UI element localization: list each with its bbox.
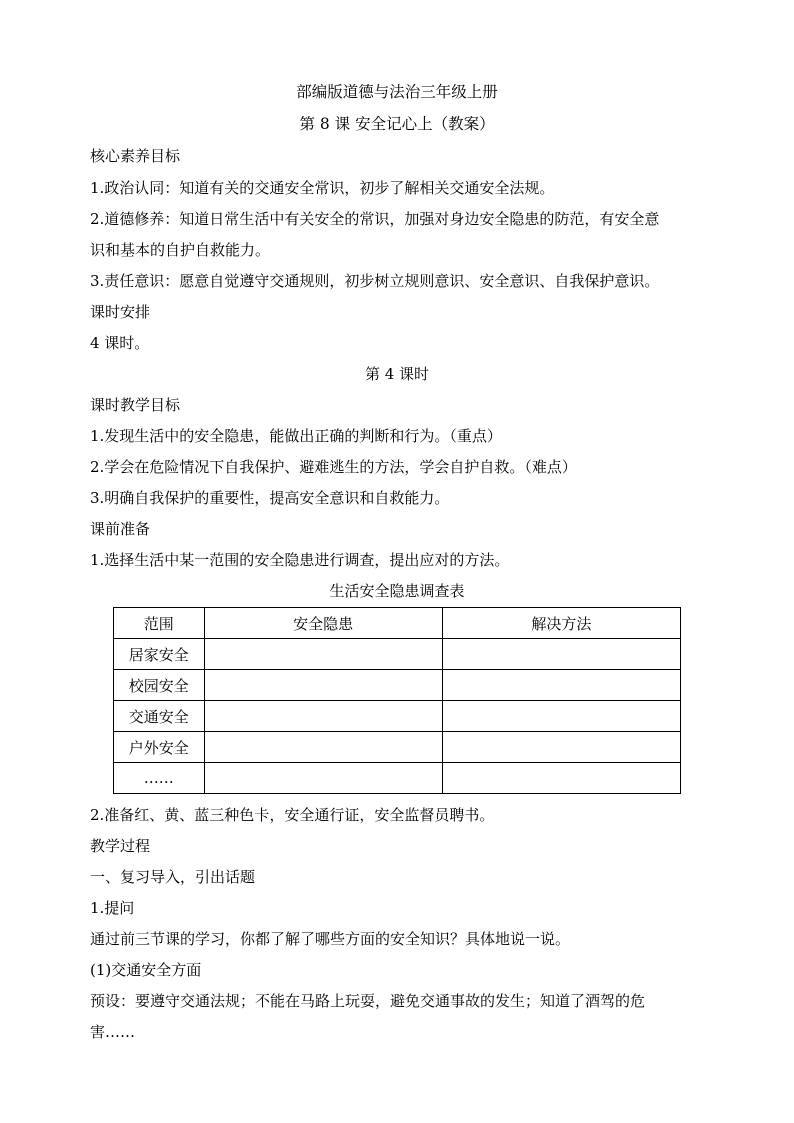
lesson-goal-item: 2.学会在危险情况下自我保护、避难逃生的方法，学会自护自救。（难点） [90,458,577,476]
table-cell-solution [442,639,680,670]
table-header-row [114,608,681,639]
table-header-cell: 范围 [114,608,205,639]
preparation-item: 2.准备红、黄、蓝三种色卡，安全通行证，安全监督员聘书。 [90,806,495,824]
preset-answer: 预设：要遵守交通法规；不能在马路上玩耍，避免交通事故的发生；知道了酒驾的危 [90,992,646,1010]
process-step: 1.提问 [90,899,135,917]
table-cell-hazard [204,701,442,732]
table-row [114,732,681,763]
table-cell-hazard [204,639,442,670]
table-cell-solution [442,763,680,794]
core-goal-item: 1.政治认同：知道有关的交通安全常识，初步了解相关交通安全法规。 [90,179,555,197]
table-cell-hazard [204,732,442,763]
table-cell-category: 校园安全 [114,670,205,701]
lesson-heading: 第 4 课时 [364,365,430,383]
core-goal-item: 2.道德修养：知道日常生活中有关安全的常识，加强对身边安全隐患的防范，有安全意 [90,210,660,228]
table-row [114,763,681,794]
table-cell-solution [442,732,680,763]
table-cell-hazard [204,670,442,701]
core-goal-item-continued: 识和基本的自护自救能力。 [90,241,271,259]
preset-answer-continued: 害…… [90,1023,136,1041]
process-section-heading: 一、复习导入，引出话题 [90,868,256,886]
table-cell-hazard [204,763,442,794]
table-row [114,670,681,701]
table-header-cell: 解决方法 [442,608,680,639]
table-header-cell: 安全隐患 [204,608,442,639]
table-row [114,701,681,732]
table-row [114,639,681,670]
lesson-goal-item: 1.发现生活中的安全隐患，能做出正确的判断和行为。（重点） [90,427,502,445]
table-title: 生活安全隐患调查表 [329,582,465,600]
preparation-item: 1.选择生活中某一范围的安全隐患进行调查，提出应对的方法。 [90,551,510,569]
process-heading: 教学过程 [90,837,151,855]
lesson-goals-heading: 课时教学目标 [90,396,181,414]
table-cell-category: 交通安全 [114,701,205,732]
core-goals-heading: 核心素养目标 [90,147,181,165]
schedule-text: 4 课时。 [90,334,150,352]
preparation-heading: 课前准备 [90,520,151,538]
table-cell-category: 户外安全 [114,732,205,763]
safety-survey-table [113,607,681,794]
table-cell-solution [442,670,680,701]
schedule-heading: 课时安排 [90,303,151,321]
process-subheading: (1)交通安全方面 [90,961,202,979]
table-cell-category: 居家安全 [114,639,205,670]
lesson-subtitle: 第 8 课 安全记心上（教案） [299,115,495,133]
lesson-goal-item: 3.明确自我保护的重要性，提高安全意识和自救能力。 [90,489,450,507]
process-question: 通过前三节课的学习，你都了解了哪些方面的安全知识？具体地说一说。 [90,930,571,948]
table-cell-solution [442,701,680,732]
core-goal-item: 3.责任意识：愿意自觉遵守交通规则，初步树立规则意识、安全意识、自我保护意识。 [90,272,660,290]
table-cell-category: …… [114,763,205,794]
document-title: 部编版道德与法治三年级上册 [296,83,498,101]
